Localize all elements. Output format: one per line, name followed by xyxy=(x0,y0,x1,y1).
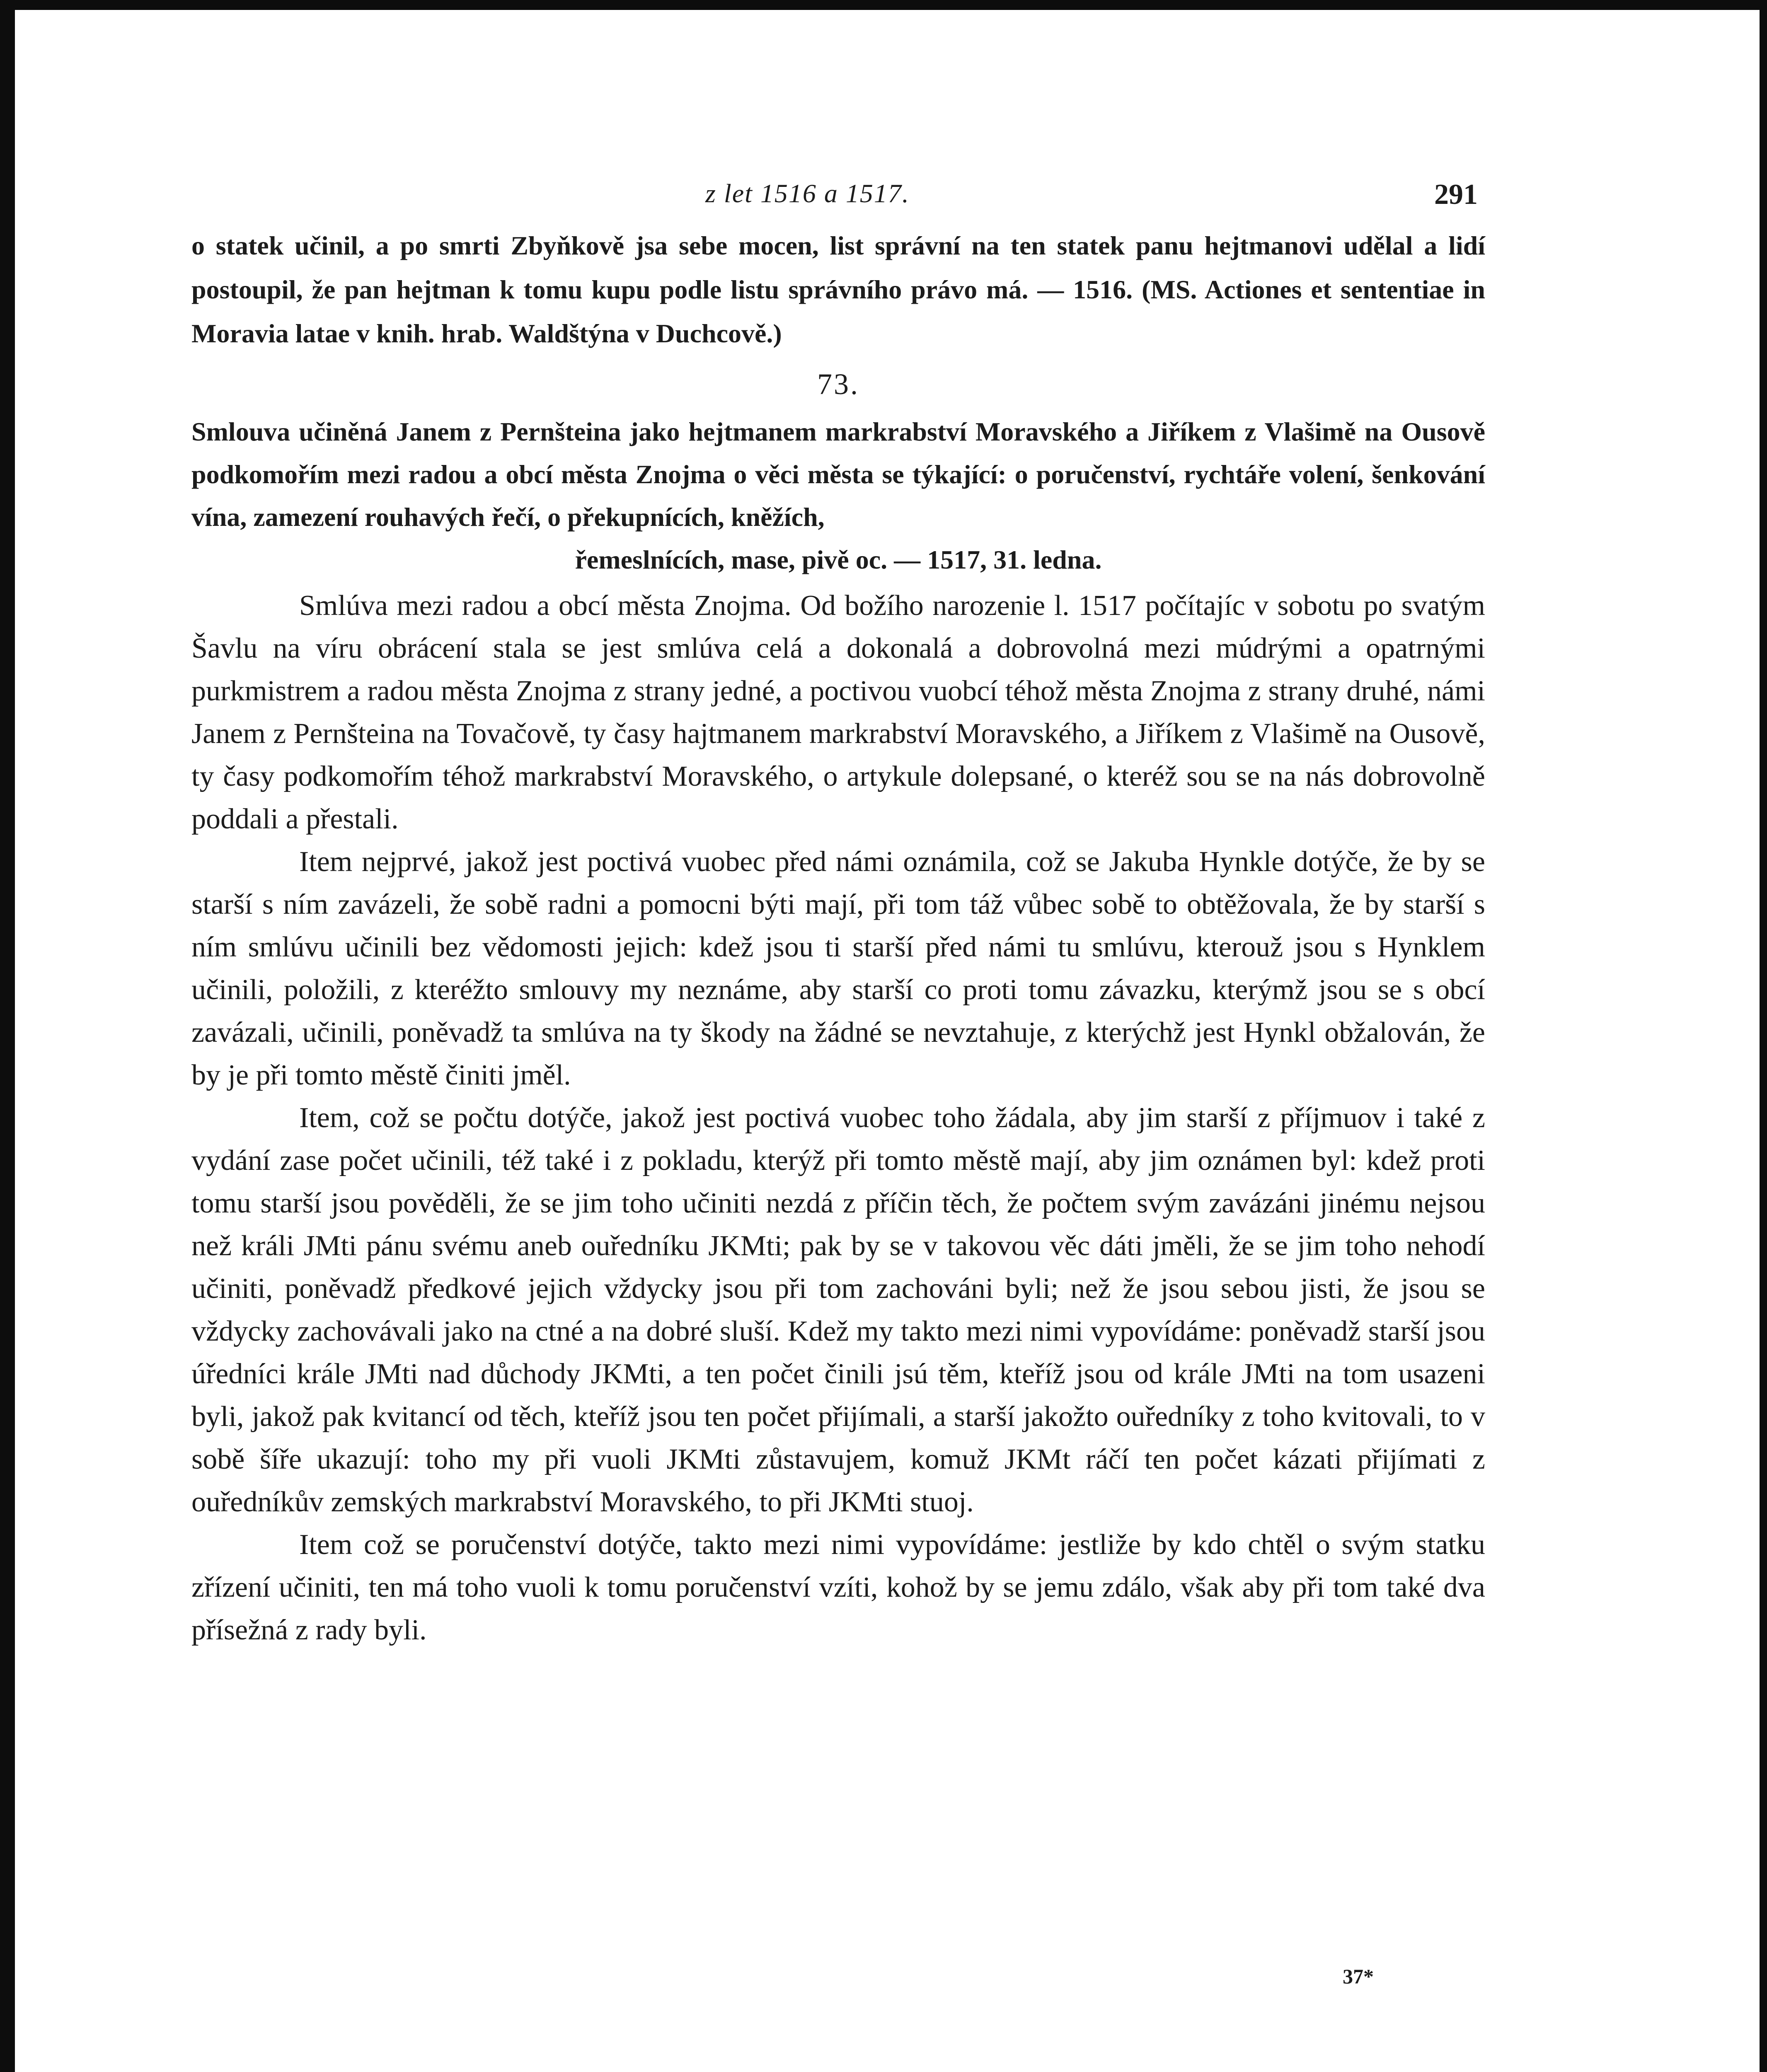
body-paragraph: Item což se poručenství dotýče, takto mezi nimi vypovídáme: jestliže by kdo chtěl o svým statku zřízení učiniti, ten má toho vuoli k tomu poručenství vzíti, kohož by se jemu zdálo, však aby při tom také dva přísežná z rady byli. xyxy=(191,1529,1485,1646)
running-title: z let 1516 a 1517. xyxy=(705,179,910,208)
running-head xyxy=(191,178,1485,224)
scan-border-top xyxy=(0,0,1767,10)
body-paragraph: Item, což se počtu dotýče, jakož jest poctivá vuobec toho žádala, aby jim starší z příjmuov i také z vydání zase počet učinili, též také i z pokladu, kterýž při tomto městě mají, aby jim oznámen byl: kdež proti tomu starší jsou pověděli, že se jim toho učiniti nezdá z příčin těch, že počtem svým zavázáni jinému nejsou než králi JMti pánu svému aneb ouředníku JKMti; pak by se v takovou věc dáti jměli, že se jim toho nehodí učiniti, poněvadž předkové jejich vždycky jsou při tom zachováni byli; než že jsou sebou jisti, že jsou se vždycky zachovávali jako na ctné a na dobré sluší. Kdež my takto mezi nimi vypovídáme: poněvadž starší jsou úředníci krále JMti nad důchody JKMti, a ten počet činili jsú těm, kteříž jsou od krále JMti na tom usazeni byli, jakož pak kvitancí od těch, kteříž jsou ten počet přijímali, a starší jakožto ouředníky z toho kvitovali, to v sobě šíře ukazují: toho my při vuoli JKMti zůstavujem, komuž JKMt ráčí ten počet kázati přijímati z ouředníkův zemských markrabství Moravského, to při JKMti stuoj. xyxy=(191,1102,1485,1518)
page-content xyxy=(191,178,1485,1651)
intro-paragraph: o statek učinil, a po smrti Zbyňkově jsa sebe mocen, list správní na ten statek panu hejtmanovi udělal a lidí postoupil, že pan hejtman k tomu kupu podle listu správního právo má. — 1516. (MS. Actiones et sententiae in Moravia latae v knih. hrab. Waldštýna v Duchcově.) xyxy=(191,231,1485,348)
body-paragraph: Item nejprvé, jakož jest poctivá vuobec před námi oznámila, což se Jakuba Hynkle dotýče, že by se starší s ním zavázeli, že sobě radni a pomocni býti mají, při tom táž vůbec sobě to obtěžovala, že by starší s ním smlúvu učinili bez vědomosti jejich: kdež jsou ti starší před námi tu smlúvu, kterouž jsou s Hynklem učinili, položili, z kteréžto smlouvy my neznáme, aby starší co proti tomu závazku, kterýmž jsou se s obcí zavázali, učinili, poněvadž ta smlúva na ty škody na žádné se nevztahuje, z kterýchž jest Hynkl obžalován, že by je při tomto městě činiti jměl. xyxy=(191,846,1485,1091)
document-summary: Smlouva učiněná Janem z Pernšteina jako hejtmanem markrabství Moravského a Jiříkem z Vlašimě na Ousově podkomořím mezi radou a obcí města Znojma o věci města se týkající: o poručenství, rychtáře volení, šenkování vína, zamezení rouhavých řečí, o překupnících, kněžích, xyxy=(191,417,1485,532)
scan-border-left xyxy=(0,0,15,2072)
signature-mark: 37* xyxy=(1343,1965,1374,1988)
document-number: 73. xyxy=(817,368,859,401)
page-number: 291 xyxy=(1434,179,1478,211)
document-summary-last-line: řemeslnících, mase, pivě oc. — 1517, 31. ledna. xyxy=(575,545,1102,574)
scan-border-right xyxy=(1760,0,1767,2072)
body-paragraph: Smlúva mezi radou a obcí města Znojma. Od božího narozenie l. 1517 počítajíc v sobotu po svatým Šavlu na víru obrácení stala se jest smlúva celá a dokonalá a dobrovolná mezi múdrými a opatrnými purkmistrem a radou města Znojma z strany jedné, a poctivou vuobcí téhož města Znojma z strany druhé, námi Janem z Pernšteina na Tovačově, ty časy hajtmanem markrabství Moravského, a Jiříkem z Vlašimě na Ousově, ty časy podkomořím téhož markrabství Moravského, o artykule dolepsané, o kteréž sou se na nás dobrovolně poddali a přestali. xyxy=(191,590,1485,835)
